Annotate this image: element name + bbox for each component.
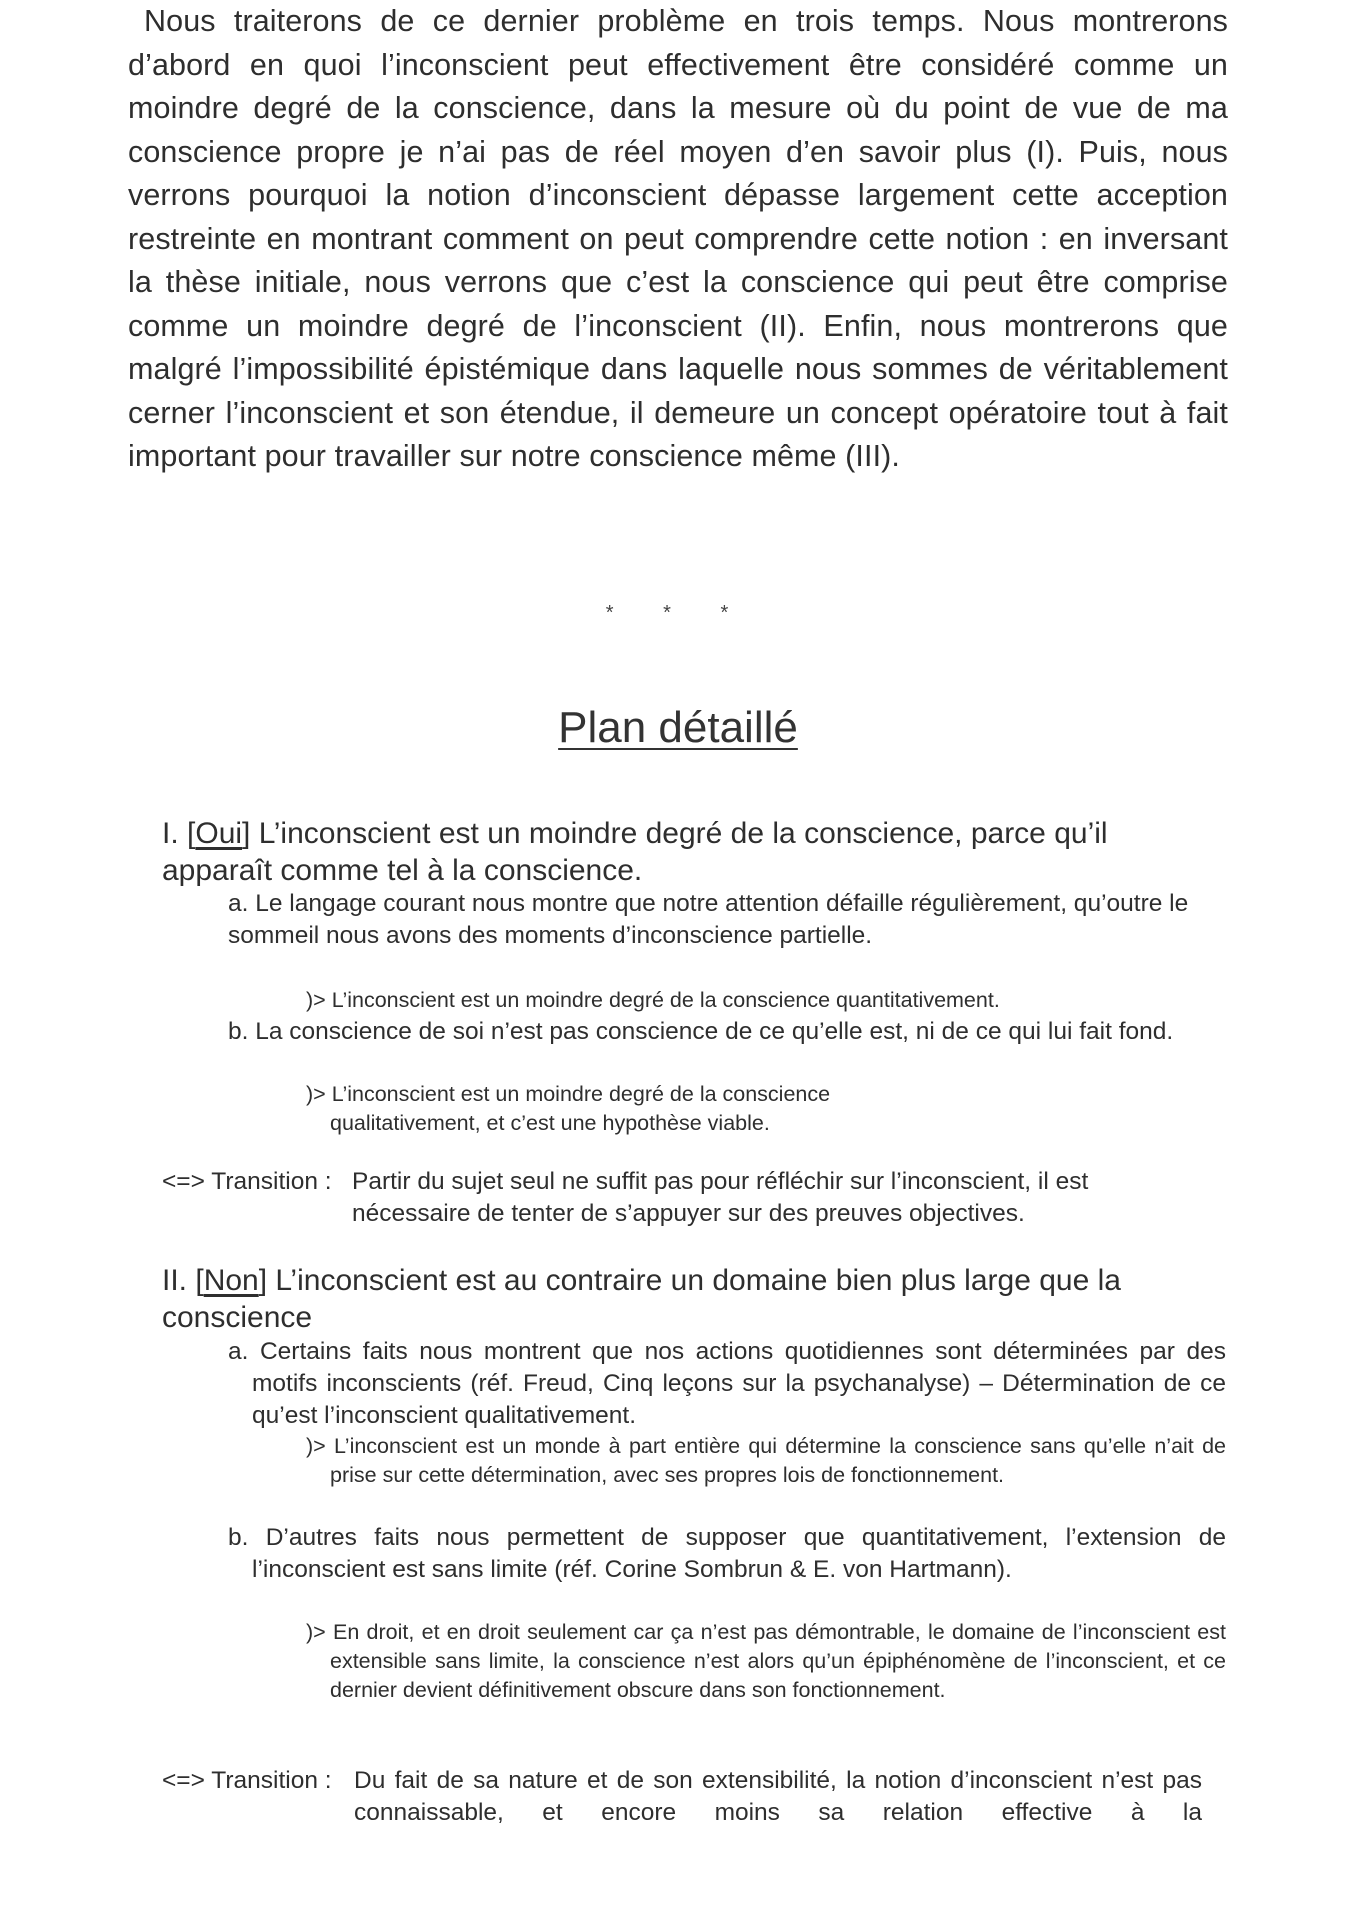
- part1-heading-text: L’inconscient est un moindre degré de la conscience, parce qu’il apparaît comme tel à la conscience.: [162, 817, 1108, 887]
- part1-number: I.: [162, 817, 188, 850]
- transition-1-text: Partir du sujet seul ne suffit pas pour réfléchir sur l’inconscient, il est nécessaire de tenter de s’appuyer sur des preuves objectives.: [352, 1168, 1089, 1227]
- intro-text: Nous traiterons de ce dernier problème en trois temps. Nous montrerons d’abord en quoi l’inconscient peut effectivement être considéré comme un moindre degré de la conscience, dans la mesure où du point de vue de ma conscience propre je n’ai pas de réel moyen d’en savoir plus (I). Puis, nous verrons pourquoi la notion d’inconscient dépasse largement cette acception restreinte en montrant comment on peut comprendre cette notion : en inversant la thèse initiale, nous verrons que c’est la conscience qui peut être comprise comme un moindre degré de l’inconscient (II). Enfin, nous montrerons que malgré l’impossibilité épistémique dans laquelle nous sommes de véritablement cerner l’inconscient et son étendue, il demeure un concept opératoire tout à fait important pour travailler sur notre conscience même (III).: [128, 4, 1228, 473]
- section-separator: * * *: [605, 602, 751, 624]
- part1-tag-close: ]: [242, 817, 259, 850]
- part2-number: II.: [162, 1264, 196, 1297]
- transition-1-label: <=> Transition :: [162, 1168, 332, 1195]
- part2-item-a: a. Certains faits nous montrent que nos actions quotidiennes sont déterminées par des motifs inconscients (réf. Freud, Cinq leçons sur la psychanalyse) – Détermination de ce qu’est l’inconscient qualitativement.: [228, 1338, 1226, 1429]
- part1-item-b: b. La conscience de soi n’est pas conscience de ce qu’elle est, ni de ce qui lui fait fond.: [228, 1018, 1174, 1045]
- part2-heading-text: L’inconscient est au contraire un domaine bien plus large que la conscience: [162, 1264, 1121, 1334]
- part2-item-a-arrow: )> L’inconscient est un monde à part entière qui détermine la conscience sans qu’elle n’ait de prise sur cette détermination, avec ses propres lois de fonctionnement.: [306, 1434, 1226, 1487]
- part1-item-a-arrow: )> L’inconscient est un moindre degré de la conscience quantitativement.: [306, 988, 1000, 1012]
- part2-tag-close: ]: [258, 1264, 276, 1297]
- part1-item-b-arrow: )> L’inconscient est un moindre degré de la conscience qualitativement, et c’est une hypothèse viable.: [306, 1082, 831, 1135]
- part2-heading: [162, 1262, 1202, 1336]
- intro-paragraph: [128, 0, 1228, 479]
- transition-2-text: Du fait de sa nature et de son extensibilité, la notion d’inconscient n’est pas connaissable, et encore moins sa relation effective à la: [354, 1767, 1202, 1826]
- part1-tag: Oui: [195, 817, 243, 850]
- part1-heading: [162, 815, 1202, 889]
- part2-item-b: b. D’autres faits nous permettent de supposer que quantitativement, l’extension de l’inconscient est sans limite (réf. Corine Sombrun & E. von Hartmann).: [228, 1524, 1226, 1583]
- part2-item-b-arrow: )> En droit, et en droit seulement car ça n’est pas démontrable, le domaine de l’inconscient est extensible sans limite, la conscience n’est alors qu’un épiphénomène de l’inconscient, et ce dernier devient définitivement obscure dans son fonctionnement.: [306, 1620, 1226, 1702]
- part2-tag: Non: [203, 1264, 259, 1297]
- part1-tag-open: [: [187, 817, 196, 850]
- part1-item-a: a. Le langage courant nous montre que notre attention défaille régulièrement, qu’outre le sommeil nous avons des moments d’inconscience partielle.: [228, 890, 1189, 949]
- transition-2-label: <=> Transition :: [162, 1767, 332, 1794]
- plan-title: Plan détaillé: [558, 703, 798, 752]
- part2-tag-open: [: [195, 1264, 204, 1297]
